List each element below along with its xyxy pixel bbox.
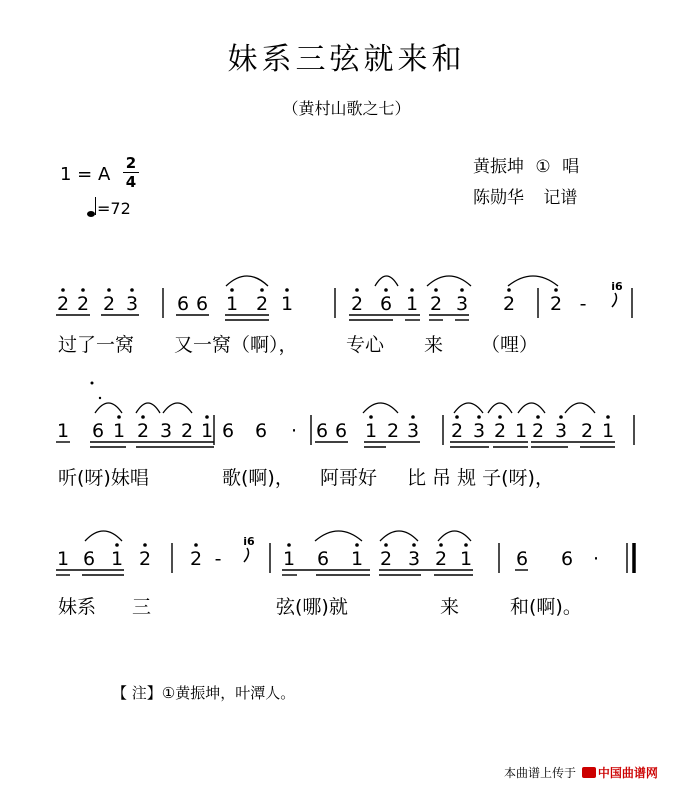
- octave-dot-row3-4: [194, 543, 198, 547]
- note-row3-4: 2: [189, 548, 203, 570]
- score-row-3: [56, 531, 634, 575]
- octave-dot-row3-2: [115, 543, 119, 547]
- note-row2-19: 2: [531, 420, 545, 442]
- note-row3-12: 2: [434, 548, 448, 570]
- score-row-1: [56, 276, 632, 320]
- slur-row2-5: [488, 403, 512, 413]
- note-row3-14: 6: [515, 548, 529, 570]
- note-row2-12: 1: [364, 420, 378, 442]
- grace-hook-row1-17: [612, 293, 616, 307]
- note-row1-5: 6: [195, 293, 209, 315]
- octave-dot-row2-22: [606, 415, 610, 419]
- note-row2-18: 1: [514, 420, 528, 442]
- note-row1-9: 2: [350, 293, 364, 315]
- tempo-value: =72: [97, 199, 131, 218]
- note-row3-3: 2: [138, 548, 152, 570]
- note-row2-15: 2: [450, 420, 464, 442]
- note-row2-14: 3: [406, 420, 420, 442]
- singer-name: 黄振坤: [473, 157, 524, 177]
- lyric-2-3: 阿哥好: [320, 467, 378, 489]
- note-row2-13: 2: [386, 420, 400, 442]
- transcriber-name: 陈勋华: [473, 188, 524, 208]
- slur-row2-2: [163, 403, 192, 413]
- slur-row3-2: [380, 531, 418, 541]
- slur-row2-6: [518, 403, 545, 413]
- octave-dot-row1-0: [61, 288, 65, 292]
- note-row3-13: 1: [459, 548, 473, 570]
- note-row1-6: 1: [225, 293, 239, 315]
- note-row3-5: -: [214, 548, 222, 570]
- note-row2-8: 6: [254, 420, 268, 442]
- grace-note-row1-17: i6: [611, 280, 623, 293]
- brand-logo-icon: [582, 767, 596, 778]
- meter-bottom: 4: [125, 173, 137, 191]
- note-row1-1: 2: [76, 293, 90, 315]
- octave-dot-row1-15: [554, 288, 558, 292]
- scan-speck-2: [99, 397, 101, 399]
- lyric-3-3: 弦(哪)就: [276, 596, 348, 618]
- note-row1-0: 2: [56, 293, 70, 315]
- lyric-3-2: 三: [132, 596, 152, 618]
- slur-row1-3: [508, 276, 558, 286]
- octave-dot-row1-9: [355, 288, 359, 292]
- octave-dot-row1-3: [130, 288, 134, 292]
- note-row1-4: 6: [176, 293, 190, 315]
- octave-dot-row1-7: [260, 288, 264, 292]
- note-row2-7: 6: [221, 420, 235, 442]
- octave-dot-row3-13: [464, 543, 468, 547]
- slur-row3-3: [438, 531, 471, 541]
- score-row-2: [56, 382, 634, 448]
- note-row2-11: 6: [334, 420, 348, 442]
- note-row3-11: 3: [407, 548, 421, 570]
- lyric-1-5: （哩）: [481, 334, 539, 356]
- transcriber-role: 记谱: [543, 188, 578, 208]
- note-row1-2: 2: [102, 293, 116, 315]
- octave-dot-row1-12: [434, 288, 438, 292]
- slur-row3-1: [315, 531, 362, 541]
- note-row3-7: 1: [282, 548, 296, 570]
- lyric-1-2: 又一窝（啊），: [174, 334, 298, 356]
- note-row1-12: 2: [429, 293, 443, 315]
- octave-dot-row3-11: [412, 543, 416, 547]
- brand-name: 中国曲谱网: [597, 766, 658, 780]
- slur-row1-2: [427, 276, 471, 286]
- note-row1-14: 2: [502, 293, 516, 315]
- octave-dot-row2-6: [205, 415, 209, 419]
- octave-dot-row1-13: [460, 288, 464, 292]
- octave-dot-row1-11: [410, 288, 414, 292]
- note-row2-20: 3: [554, 420, 568, 442]
- scan-speck: [91, 382, 94, 385]
- octave-dot-row2-3: [141, 415, 145, 419]
- note-row2-17: 2: [493, 420, 507, 442]
- note-row1-11: 1: [405, 293, 419, 315]
- note-row3-15: 6: [560, 548, 574, 570]
- note-row1-10: 6: [379, 293, 393, 315]
- footnote: 【 注】①黄振坤，叶潭人。: [112, 684, 296, 702]
- lyric-3-1: 妹系: [58, 596, 97, 618]
- slur-row2-0: [95, 403, 122, 413]
- note-row2-2: 1: [112, 420, 126, 442]
- meter-top: 2: [125, 154, 137, 172]
- song-title: 妹系三弦就来和: [227, 42, 466, 77]
- lyric-1-3: 专心: [346, 334, 385, 356]
- note-row2-22: 1: [601, 420, 615, 442]
- octave-dot-row3-3: [143, 543, 147, 547]
- note-row3-16: ·: [592, 548, 600, 570]
- grace-hook-row3-6: [244, 548, 248, 562]
- octave-dot-row3-9: [355, 543, 359, 547]
- lyric-3-4: 来: [440, 596, 460, 618]
- note-row2-16: 3: [472, 420, 486, 442]
- octave-dot-row1-10: [384, 288, 388, 292]
- slur-row2-7: [565, 403, 595, 413]
- note-row3-2: 1: [110, 548, 124, 570]
- octave-dot-row2-14: [411, 415, 415, 419]
- note-row3-9: 1: [350, 548, 364, 570]
- octave-dot-row2-15: [455, 415, 459, 419]
- key-signature: 1 = A: [60, 164, 111, 185]
- note-row2-6: 1: [200, 420, 214, 442]
- note-row2-1: 6: [91, 420, 105, 442]
- note-row1-15: 2: [549, 293, 563, 315]
- note-row2-5: 2: [180, 420, 194, 442]
- note-row2-0: 1: [56, 420, 70, 442]
- lyric-1-4: 来: [424, 334, 444, 356]
- octave-dot-row2-16: [477, 415, 481, 419]
- slur-row2-3: [363, 403, 398, 413]
- note-row3-8: 6: [316, 548, 330, 570]
- octave-dot-row3-10: [384, 543, 388, 547]
- lyric-1-1: 过了一窝: [58, 334, 135, 356]
- upload-text: 本曲谱上传于: [504, 766, 577, 780]
- note-row1-7: 2: [255, 293, 269, 315]
- octave-dot-row2-20: [559, 415, 563, 419]
- octave-dot-row3-12: [439, 543, 443, 547]
- footer: [504, 764, 658, 781]
- note-row1-16: -: [579, 293, 587, 315]
- octave-dot-row2-12: [369, 415, 373, 419]
- note-row2-10: 6: [315, 420, 329, 442]
- octave-dot-row1-14: [507, 288, 511, 292]
- slur-row3-0: [85, 531, 122, 541]
- note-row3-10: 2: [379, 548, 393, 570]
- octave-dot-row2-17: [498, 415, 502, 419]
- note-row3-1: 6: [82, 548, 96, 570]
- singer-footnote-mark: ①: [535, 157, 551, 177]
- song-subtitle: （黄村山歌之七）: [282, 99, 411, 118]
- note-row2-21: 2: [580, 420, 594, 442]
- note-row1-8: 1: [280, 293, 294, 315]
- note-row2-4: 3: [159, 420, 173, 442]
- lyric-2-2: 歌(啊)，: [222, 467, 294, 489]
- octave-dot-row2-19: [536, 415, 540, 419]
- note-row3-0: 1: [56, 548, 70, 570]
- slur-row2-4: [454, 403, 483, 413]
- octave-dot-row3-7: [287, 543, 291, 547]
- note-row2-3: 2: [136, 420, 150, 442]
- slur-row2-1: [136, 403, 160, 413]
- octave-dot-row1-8: [285, 288, 289, 292]
- octave-dot-row2-2: [117, 415, 121, 419]
- slur-row1-0: [226, 276, 268, 286]
- octave-dot-row1-1: [81, 288, 85, 292]
- octave-dot-row1-2: [107, 288, 111, 292]
- lyric-2-4: 比 吊 规 子(呀)，: [407, 467, 554, 489]
- grace-note-row3-6: i6: [243, 535, 255, 548]
- lyric-2-1: 听(呀)妹唱: [58, 467, 149, 489]
- singer-role: 唱: [562, 157, 580, 177]
- note-row1-3: 3: [125, 293, 139, 315]
- octave-dot-row1-6: [230, 288, 234, 292]
- lyric-3-5: 和(啊)。: [510, 596, 582, 618]
- note-row2-9: ·: [290, 420, 298, 442]
- note-row1-13: 3: [455, 293, 469, 315]
- slur-row1-1: [375, 276, 398, 286]
